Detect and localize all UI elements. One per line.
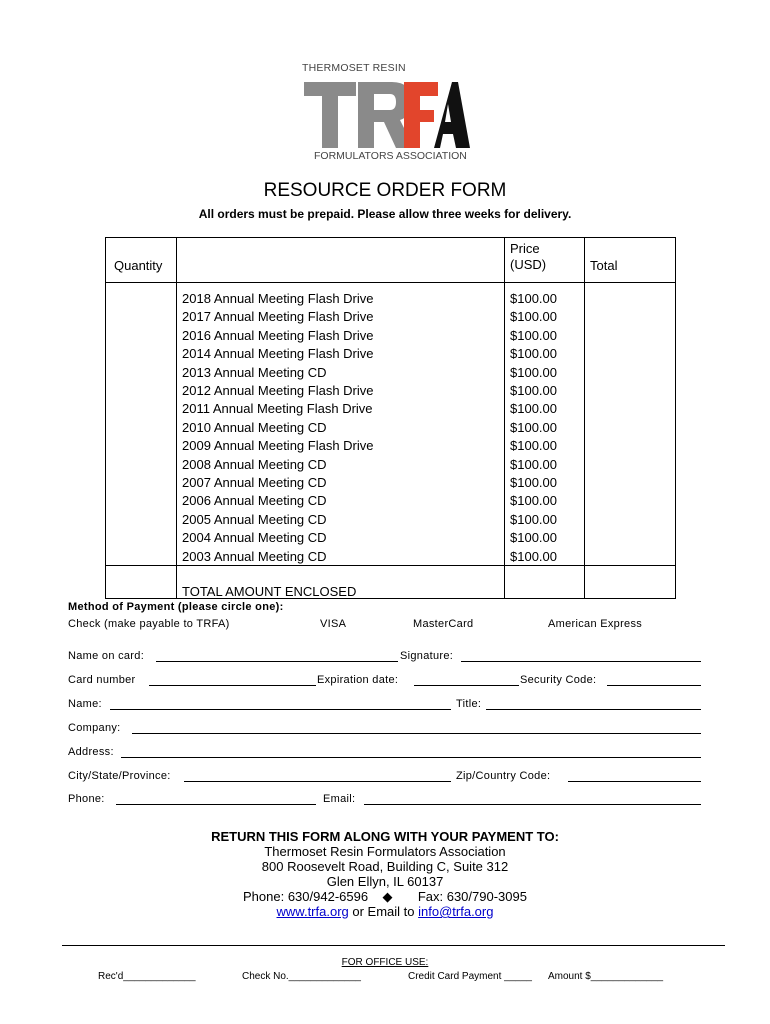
label-company: Company: (68, 722, 121, 734)
return-web-line (0, 904, 770, 919)
office-amount: Amount $_____________ (548, 971, 664, 982)
signature-field[interactable] (461, 661, 701, 662)
payment-option-mastercard[interactable]: MasterCard (413, 618, 474, 630)
label-zip: Zip/Country Code: (456, 770, 551, 782)
item-list (182, 290, 374, 566)
item-price: $100.00 (510, 346, 557, 362)
zip-field[interactable] (568, 781, 701, 782)
payment-heading: Method of Payment (please circle one): (68, 601, 284, 613)
header-price-line1: Price (510, 241, 540, 256)
item-price: $100.00 (510, 493, 557, 509)
item-name: 2004 Annual Meeting CD (182, 530, 327, 546)
item-price: $100.00 (510, 419, 557, 435)
item-price: $100.00 (510, 456, 557, 472)
logo-letters-graphic (300, 76, 470, 150)
item-price: $100.00 (510, 401, 557, 417)
label-card-number: Card number (68, 674, 136, 686)
item-name: 2011 Annual Meeting Flash Drive (182, 401, 373, 417)
return-city: Glen Ellyn, IL 60137 (326, 874, 444, 889)
item-price: $100.00 (510, 291, 557, 306)
website-link[interactable]: www.trfa.org (276, 904, 349, 919)
table-divider (584, 238, 585, 598)
label-title: Title: (456, 698, 482, 710)
return-contact-line (0, 889, 770, 904)
item-name: 2014 Annual Meeting Flash Drive (182, 346, 374, 362)
city-field[interactable] (184, 781, 451, 782)
payment-option-check[interactable]: Check (make payable to TRFA) (68, 618, 230, 630)
office-use-title: FOR OFFICE USE: (341, 957, 429, 968)
item-name: 2016 Annual Meeting Flash Drive (182, 327, 374, 343)
name-field[interactable] (110, 709, 451, 710)
item-name: 2008 Annual Meeting CD (182, 456, 327, 472)
item-name: 2007 Annual Meeting CD (182, 475, 327, 491)
name-on-card-field[interactable] (156, 661, 398, 662)
header-total: Total (590, 258, 618, 273)
item-price: $100.00 (510, 383, 557, 399)
label-security-code: Security Code: (520, 674, 597, 686)
office-cc-payment: Credit Card Payment _____ (408, 971, 532, 982)
item-price: $100.00 (510, 475, 557, 491)
table-divider (176, 238, 177, 598)
item-name: 2017 Annual Meeting Flash Drive (182, 309, 374, 325)
item-name: 2018 Annual Meeting Flash Drive (182, 291, 374, 306)
label-signature: Signature: (400, 650, 454, 662)
item-name: 2005 Annual Meeting CD (182, 511, 327, 527)
trfa-logo (300, 62, 470, 166)
expiration-field[interactable] (414, 685, 519, 686)
form-subtitle: All orders must be prepaid. Please allow three weeks for delivery. (198, 207, 572, 221)
header-quantity: Quantity (114, 258, 163, 273)
return-heading: RETURN THIS FORM ALONG WITH YOUR PAYMENT TO: (211, 829, 559, 844)
total-amount-label: TOTAL AMOUNT ENCLOSED (182, 584, 357, 599)
form-title: RESOURCE ORDER FORM (263, 180, 507, 201)
header-price-line2: (USD) (510, 257, 547, 272)
security-code-field[interactable] (607, 685, 701, 686)
item-name: 2003 Annual Meeting CD (182, 548, 327, 564)
diamond-icon: ◆ (382, 889, 393, 904)
item-price: $100.00 (510, 438, 557, 454)
return-fax: Fax: 630/790-3095 (417, 889, 527, 904)
item-name: 2010 Annual Meeting CD (182, 419, 327, 435)
item-name: 2006 Annual Meeting CD (182, 493, 327, 509)
item-name: 2012 Annual Meeting Flash Drive (182, 383, 374, 399)
item-name: 2009 Annual Meeting Flash Drive (182, 438, 374, 454)
email-field[interactable] (364, 804, 701, 805)
label-name-on-card: Name on card: (68, 650, 145, 662)
payment-option-visa[interactable]: VISA (320, 618, 347, 630)
price-list (510, 290, 557, 566)
label-name: Name: (68, 698, 102, 710)
item-price: $100.00 (510, 548, 557, 564)
return-org: Thermoset Resin Formulators Association (264, 844, 506, 859)
item-price: $100.00 (510, 309, 557, 325)
item-price: $100.00 (510, 327, 557, 343)
item-price: $100.00 (510, 364, 557, 380)
header-divider (106, 282, 675, 283)
item-name: 2013 Annual Meeting CD (182, 364, 327, 380)
email-link[interactable]: info@trfa.org (418, 904, 494, 919)
item-price: $100.00 (510, 511, 557, 527)
label-email: Email: (323, 793, 356, 805)
footer-divider (62, 945, 725, 946)
or-email-text: or Email to (348, 904, 419, 919)
payment-option-amex[interactable]: American Express (548, 618, 643, 630)
return-phone: Phone: 630/942-6596 (243, 889, 369, 904)
order-table (105, 237, 676, 599)
label-city: City/State/Province: (68, 770, 171, 782)
company-field[interactable] (132, 733, 701, 734)
card-number-field[interactable] (149, 685, 316, 686)
address-field[interactable] (121, 757, 701, 758)
logo-bottom-text: FORMULATORS ASSOCIATION (314, 150, 467, 162)
office-check-no: Check No._____________ (242, 971, 361, 982)
return-street: 800 Roosevelt Road, Building C, Suite 312 (261, 859, 509, 874)
label-phone: Phone: (68, 793, 105, 805)
label-expiration: Expiration date: (317, 674, 399, 686)
label-address: Address: (68, 746, 114, 758)
item-price: $100.00 (510, 530, 557, 546)
title-field[interactable] (486, 709, 701, 710)
logo-top-text: THERMOSET RESIN (302, 62, 406, 74)
office-recd: Rec'd_____________ (98, 971, 196, 982)
return-address-block (0, 829, 770, 919)
phone-field[interactable] (116, 804, 316, 805)
header-price (510, 241, 546, 273)
table-divider (504, 238, 505, 598)
